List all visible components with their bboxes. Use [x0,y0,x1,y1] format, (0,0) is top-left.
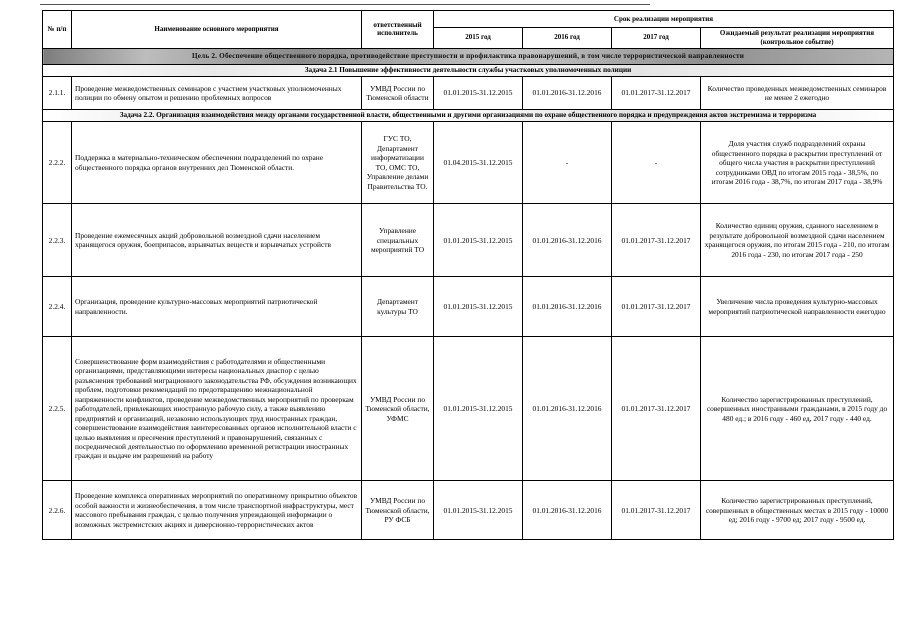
executor: УМВД России по Тюменской области, УФМС [362,337,434,481]
expected-result: Количество зарегистрированных преступлений, совершенных в общественных местах в 2015 году - 10000 ед; 2016 году - 9700 ед; 2017 году - 9500 ед. [701,481,894,540]
period-2015: 01.01.2015-31.12.2015 [434,277,523,337]
executor: УМВД России по Тюменской области [362,77,434,110]
expected-result: Количество единиц оружия, сданного населением в результате добровольной возмездной сдачи населением хранящегося оружия, по итогам 2015 года - 210, по итогам 2016 года - 230, по итогам 2017 года - 250 [701,204,894,277]
activity-name: Организация, проведение культурно-массовых мероприятий патриотической направленности. [72,277,362,337]
activity-name: Поддержка в материально-техническом обеспечении подразделений по охране общественного порядка органов внутренних дел Тюменской области. [72,122,362,204]
activity-name: Проведение межведомственных семинаров с участием участковых уполномоченных полиции по обмену опытом и решению проблемных вопросов [72,77,362,110]
table-row [43,204,894,277]
table-row [43,277,894,337]
header-year-2017: 2017 год [612,28,701,49]
activity-name: Проведение ежемесячных акций добровольной возмездной сдачи населением хранящегося оружия, боеприпасов, взрывчатых веществ и взрывчатых устройств [72,204,362,277]
table-row [43,77,894,110]
executor: Департамент культуры ТО [362,277,434,337]
row-number: 2.2.6. [43,481,72,540]
period-2016: 01.01.2016-31.12.2016 [523,77,612,110]
period-2017: 01.01.2017-31.12.2017 [612,77,701,110]
period-2015: 01.01.2015-31.12.2015 [434,337,523,481]
period-2015: 01.01.2015-31.12.2015 [434,77,523,110]
header-activity-name: Наименование основного мероприятия [72,11,362,49]
header-expected-result: Ожидаемый результат реализации мероприятия (контрольное событие) [701,28,894,49]
executor: ГУС ТО, Департамент информатизации ТО, ОМС ТО, Управление делами Правительства ТО. [362,122,434,204]
table-row [43,481,894,540]
row-number: 2.2.3. [43,204,72,277]
task-2-1-row [43,64,894,76]
row-number: 2.2.2. [43,122,72,204]
top-rule [40,4,650,5]
task-2-2-row [43,110,894,122]
header-year-2016: 2016 год [523,28,612,49]
period-2016: 01.01.2016-31.12.2016 [523,481,612,540]
period-2015: 01.01.2015-31.12.2015 [434,481,523,540]
period-2017: 01.01.2017-31.12.2017 [612,204,701,277]
header-row-1 [43,11,894,28]
header-number: № п/п [43,11,72,49]
period-2015: 01.04.2015-31.12.2015 [434,122,523,204]
program-table [42,10,894,540]
program-table-sheet [42,10,893,540]
table-row [43,337,894,481]
executor: УМВД России по Тюменской области, РУ ФСБ [362,481,434,540]
header-year-2015: 2015 год [434,28,523,49]
row-number: 2.2.4. [43,277,72,337]
header-executor: ответственный исполнитель [362,11,434,49]
task-2-2-text: Задача 2.2. Организация взаимодействия между органами государственной власти, общественными и другими организациями по охране общественного порядка и предупреждения актов экстремизма и терроризма [43,110,894,122]
activity-name: Совершенствование форм взаимодействия с работодателями и общественными организациями, представляющими интересы национальных диаспор с целью разъяснения требований миграционного законодательства РФ, обсуждения возникающих проблем, подготовки рекомендаций по предотвращению межнациональной напряженности конфликтов, проведение межведомственных мероприятий по проверкам работодателей, привлекающих иностранную рабочую силу, а также выявлению предприятий и организаций, незаконно использующих труд иностранных граждан, совершенствование взаимодействия заинтересованных органов исполнительной власти с целью выявления и пресечения преступлений и правонарушений, связанных с посреднической деятельностью по оформлению временной регистрации иностранных граждан и выдаче им разрешений на работу [72,337,362,481]
goal-text: Цель 2. Обеспечение общественного порядка, противодействие преступности и профилактика правонарушений, в том числе террористической направленности [43,48,894,64]
period-2016: 01.01.2016-31.12.2016 [523,204,612,277]
header-period: Срок реализации мероприятия [434,11,894,28]
period-2015: 01.01.2015-31.12.2015 [434,204,523,277]
table-row [43,122,894,204]
expected-result: Увеличение числа проведения культурно-массовых мероприятий патриотической направленности ежегодно [701,277,894,337]
period-2016: 01.01.2016-31.12.2016 [523,277,612,337]
period-2016: 01.01.2016-31.12.2016 [523,337,612,481]
period-2016: - [523,122,612,204]
executor: Управление специальных мероприятий ТО [362,204,434,277]
period-2017: 01.01.2017-31.12.2017 [612,337,701,481]
period-2017: 01.01.2017-31.12.2017 [612,277,701,337]
expected-result: Доля участия служб подразделений охраны общественного порядка в раскрытии преступлений от общего числа участия в раскрытии преступлений сотрудниками ОВД по итогам 2015 года - 38,5%, по итогам 2016 года - 38,7%, по итогам 2017 года - 38,9% [701,122,894,204]
goal-row [43,48,894,64]
expected-result: Количество проведенных межведомственных семинаров не менее 2 ежегодно [701,77,894,110]
expected-result: Количество зарегистрированных преступлений, совершенных иностранными гражданами, в 2015 году до 480 ед.; в 2016 году - 460 ед, 2017 году - 440 ед. [701,337,894,481]
row-number: 2.1.1. [43,77,72,110]
activity-name: Проведение комплекса оперативных мероприятий по оперативному прикрытию объектов особой важности и жизнеобеспечения, в том числе транспортной инфраструктуры, мест массового пребывания граждан, с целью получения упреждающей информации о возможных экстремистских акциях и диверсионно-террористических актов [72,481,362,540]
period-2017: - [612,122,701,204]
period-2017: 01.01.2017-31.12.2017 [612,481,701,540]
row-number: 2.2.5. [43,337,72,481]
task-2-1-text: Задача 2.1 Повышение эффективности деятельности службы участковых уполномоченных полиции [43,64,894,76]
